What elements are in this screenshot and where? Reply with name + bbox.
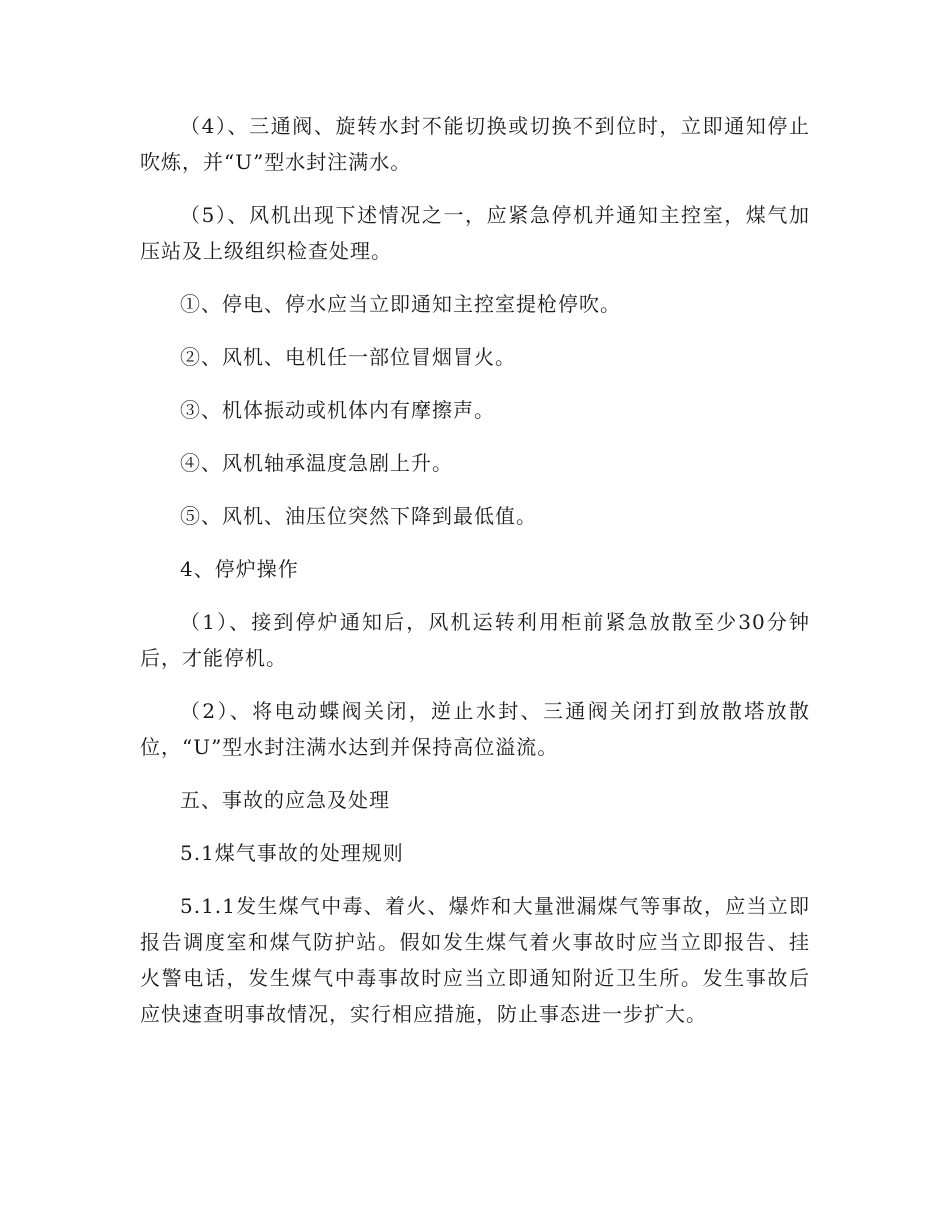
document-page bbox=[140, 108, 810, 1049]
paragraph-fan-emergency-stop: （5）、风机出现下述情况之一，应紧急停机并通知主控室，煤气加压站及上级组织检查处理。 bbox=[140, 203, 810, 263]
list-item-power-water-outage: ①、停电、停水应当立即通知主控室提枪停吹。 bbox=[180, 292, 621, 316]
paragraph-shutdown-step-1: （1）、接到停炉通知后，风机运转利用柜前紧急放散至少30分钟后，才能停机。 bbox=[140, 610, 810, 670]
list-item-smoke-fire: ②、风机、电机任一部位冒烟冒火。 bbox=[180, 345, 516, 369]
list-item-oil-pressure: ⑤、风机、油压位突然下降到最低值。 bbox=[180, 504, 537, 528]
heading-accident-response: 五、事故的应急及处理 bbox=[180, 788, 390, 812]
paragraph-three-way-valve: （4）、三通阀、旋转水封不能切换或切换不到位时，立即通知停止吹炼，并“U”型水封注满水。 bbox=[140, 114, 810, 174]
heading-gas-accident-rules: 5.1煤气事故的处理规则 bbox=[180, 841, 404, 865]
paragraph-gas-accident-procedure: 5.1.1发生煤气中毒、着火、爆炸和大量泄漏煤气等事故，应当立即报告调度室和煤气防护站。假如发生煤气着火事故时应当立即报告、挂火警电话，发生煤气中毒事故时应当立即通知附近卫生所。发生事故后应快速查明事故情况，实行相应措施，防止事态进一步扩大。 bbox=[140, 894, 810, 1026]
list-item-vibration-friction: ③、机体振动或机体内有摩擦声。 bbox=[180, 398, 495, 422]
paragraph-shutdown-step-2: （2）、将电动蝶阀关闭，逆止水封、三通阀关闭打到放散塔放散位，“U”型水封注满水达到并保持高位溢流。 bbox=[140, 699, 810, 759]
list-item-bearing-temperature: ④、风机轴承温度急剧上升。 bbox=[180, 451, 453, 475]
heading-furnace-shutdown: 4、停炉操作 bbox=[180, 557, 299, 581]
